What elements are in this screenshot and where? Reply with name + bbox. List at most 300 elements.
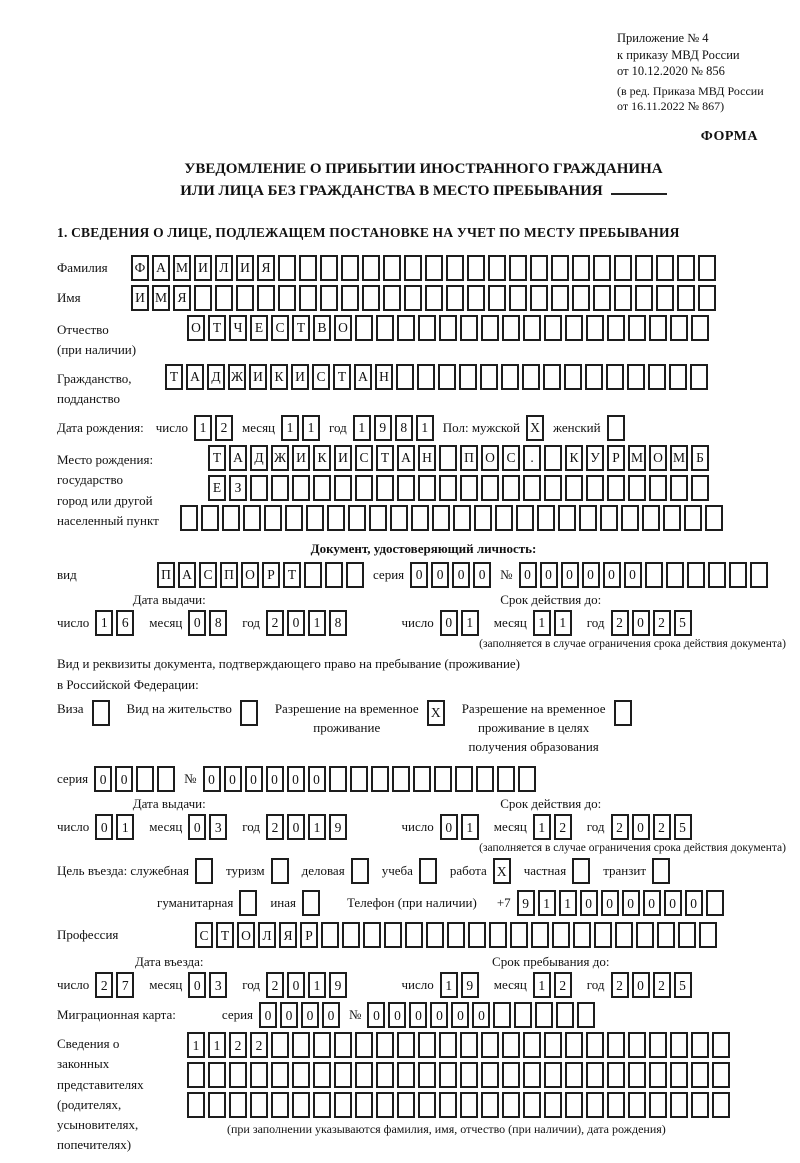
char-cell[interactable] <box>488 285 506 311</box>
char-cell[interactable] <box>439 1032 457 1058</box>
char-cell[interactable] <box>432 505 450 531</box>
char-cell[interactable] <box>271 1092 289 1118</box>
char-cell[interactable] <box>514 1002 532 1028</box>
char-cell[interactable] <box>250 1062 268 1088</box>
char-cell[interactable] <box>346 562 364 588</box>
char-cell[interactable] <box>593 285 611 311</box>
char-cell[interactable] <box>453 505 471 531</box>
char-cell[interactable]: 0 <box>643 890 661 916</box>
char-cell[interactable] <box>670 475 688 501</box>
char-cell[interactable]: Е <box>250 315 268 341</box>
char-cell[interactable] <box>649 475 667 501</box>
char-cell[interactable] <box>355 1092 373 1118</box>
char-cell[interactable] <box>418 315 436 341</box>
char-cell[interactable] <box>565 1062 583 1088</box>
char-cell[interactable] <box>586 1032 604 1058</box>
char-cell[interactable] <box>404 285 422 311</box>
char-cell[interactable] <box>510 922 528 948</box>
char-cell[interactable] <box>636 922 654 948</box>
char-cell[interactable] <box>705 505 723 531</box>
char-cell[interactable]: И <box>292 445 310 471</box>
char-cell[interactable] <box>460 1092 478 1118</box>
char-cell[interactable] <box>362 285 380 311</box>
char-cell[interactable]: 2 <box>611 814 629 840</box>
char-cell[interactable]: 0 <box>245 766 263 792</box>
char-cell[interactable] <box>292 475 310 501</box>
char-cell[interactable] <box>194 285 212 311</box>
char-cell[interactable]: X <box>526 415 544 441</box>
char-cell[interactable]: Ч <box>229 315 247 341</box>
char-cell[interactable]: И <box>131 285 149 311</box>
char-cell[interactable] <box>187 1092 205 1118</box>
char-cell[interactable] <box>615 922 633 948</box>
char-cell[interactable] <box>355 1032 373 1058</box>
char-cell[interactable] <box>320 285 338 311</box>
char-cell[interactable]: 0 <box>452 562 470 588</box>
char-cell[interactable]: 1 <box>440 972 458 998</box>
char-cell[interactable] <box>656 285 674 311</box>
char-cell[interactable] <box>627 364 645 390</box>
char-cell[interactable]: 2 <box>266 814 284 840</box>
char-cell[interactable]: С <box>195 922 213 948</box>
char-cell[interactable]: О <box>481 445 499 471</box>
char-cell[interactable] <box>320 255 338 281</box>
char-cell[interactable]: 7 <box>116 972 134 998</box>
char-cell[interactable] <box>481 475 499 501</box>
char-cell[interactable] <box>635 285 653 311</box>
char-cell[interactable]: Н <box>375 364 393 390</box>
char-cell[interactable] <box>552 922 570 948</box>
char-cell[interactable]: 0 <box>632 814 650 840</box>
char-cell[interactable] <box>243 505 261 531</box>
char-cell[interactable] <box>523 315 541 341</box>
char-cell[interactable] <box>418 1032 436 1058</box>
char-cell[interactable]: П <box>157 562 175 588</box>
char-cell[interactable] <box>376 475 394 501</box>
char-cell[interactable] <box>439 1062 457 1088</box>
char-cell[interactable]: 0 <box>540 562 558 588</box>
char-cell[interactable] <box>565 475 583 501</box>
char-cell[interactable] <box>551 285 569 311</box>
char-cell[interactable] <box>411 505 429 531</box>
char-cell[interactable] <box>565 1092 583 1118</box>
char-cell[interactable]: 0 <box>580 890 598 916</box>
char-cell[interactable]: 8 <box>395 415 413 441</box>
char-cell[interactable] <box>447 922 465 948</box>
char-cell[interactable] <box>460 475 478 501</box>
char-cell[interactable]: Т <box>292 315 310 341</box>
char-cell[interactable] <box>201 505 219 531</box>
char-cell[interactable] <box>371 766 389 792</box>
char-cell[interactable]: И <box>334 445 352 471</box>
char-cell[interactable]: 0 <box>472 1002 490 1028</box>
char-cell[interactable] <box>628 475 646 501</box>
char-cell[interactable] <box>593 255 611 281</box>
char-cell[interactable]: 0 <box>94 766 112 792</box>
char-cell[interactable] <box>329 766 347 792</box>
char-cell[interactable] <box>481 1092 499 1118</box>
char-cell[interactable] <box>712 1092 730 1118</box>
char-cell[interactable]: 0 <box>440 814 458 840</box>
char-cell[interactable] <box>656 255 674 281</box>
char-cell[interactable]: 1 <box>461 610 479 636</box>
char-cell[interactable] <box>460 315 478 341</box>
char-cell[interactable]: 1 <box>533 814 551 840</box>
char-cell[interactable] <box>577 1002 595 1028</box>
char-cell[interactable] <box>460 1062 478 1088</box>
char-cell[interactable]: 2 <box>266 972 284 998</box>
char-cell[interactable]: П <box>220 562 238 588</box>
char-cell[interactable] <box>670 1092 688 1118</box>
char-cell[interactable] <box>417 364 435 390</box>
char-cell[interactable]: 2 <box>95 972 113 998</box>
char-cell[interactable]: 0 <box>431 562 449 588</box>
char-cell[interactable] <box>341 255 359 281</box>
char-cell[interactable] <box>434 766 452 792</box>
char-cell[interactable]: С <box>199 562 217 588</box>
char-cell[interactable] <box>397 1092 415 1118</box>
char-cell[interactable] <box>376 1062 394 1088</box>
char-cell[interactable]: О <box>237 922 255 948</box>
char-cell[interactable]: Т <box>376 445 394 471</box>
char-cell[interactable] <box>698 285 716 311</box>
char-cell[interactable] <box>729 562 747 588</box>
char-cell[interactable]: 2 <box>229 1032 247 1058</box>
char-cell[interactable]: О <box>334 315 352 341</box>
char-cell[interactable] <box>523 1032 541 1058</box>
char-cell[interactable] <box>229 1062 247 1088</box>
char-cell[interactable]: 1 <box>95 610 113 636</box>
char-cell[interactable] <box>691 1062 709 1088</box>
char-cell[interactable]: 8 <box>209 610 227 636</box>
char-cell[interactable] <box>292 1062 310 1088</box>
char-cell[interactable]: 0 <box>367 1002 385 1028</box>
char-cell[interactable] <box>376 1092 394 1118</box>
char-cell[interactable] <box>699 922 717 948</box>
char-cell[interactable] <box>585 364 603 390</box>
char-cell[interactable] <box>523 1062 541 1088</box>
char-cell[interactable] <box>628 1062 646 1088</box>
char-cell[interactable] <box>418 475 436 501</box>
char-cell[interactable] <box>544 1032 562 1058</box>
char-cell[interactable] <box>397 1062 415 1088</box>
char-cell[interactable]: 3 <box>209 814 227 840</box>
char-cell[interactable]: 2 <box>250 1032 268 1058</box>
char-cell[interactable]: О <box>241 562 259 588</box>
char-cell[interactable]: 2 <box>653 972 671 998</box>
char-cell[interactable] <box>439 1092 457 1118</box>
char-cell[interactable] <box>257 285 275 311</box>
char-cell[interactable] <box>523 475 541 501</box>
char-cell[interactable]: 0 <box>519 562 537 588</box>
char-cell[interactable]: 5 <box>674 610 692 636</box>
char-cell[interactable]: З <box>229 475 247 501</box>
char-cell[interactable] <box>614 255 632 281</box>
char-cell[interactable] <box>467 285 485 311</box>
char-cell[interactable] <box>250 475 268 501</box>
char-cell[interactable] <box>663 505 681 531</box>
char-cell[interactable] <box>670 1032 688 1058</box>
char-cell[interactable] <box>92 700 110 726</box>
char-cell[interactable] <box>439 475 457 501</box>
char-cell[interactable]: Д <box>250 445 268 471</box>
char-cell[interactable] <box>579 505 597 531</box>
char-cell[interactable] <box>350 766 368 792</box>
char-cell[interactable] <box>691 315 709 341</box>
char-cell[interactable]: 0 <box>287 814 305 840</box>
char-cell[interactable] <box>649 1092 667 1118</box>
char-cell[interactable]: 0 <box>632 972 650 998</box>
char-cell[interactable] <box>635 255 653 281</box>
char-cell[interactable]: 1 <box>302 415 320 441</box>
char-cell[interactable]: 2 <box>653 610 671 636</box>
char-cell[interactable]: 1 <box>308 610 326 636</box>
char-cell[interactable] <box>271 475 289 501</box>
char-cell[interactable] <box>502 315 520 341</box>
char-cell[interactable]: 0 <box>388 1002 406 1028</box>
char-cell[interactable] <box>229 1092 247 1118</box>
char-cell[interactable] <box>271 858 289 884</box>
char-cell[interactable]: О <box>649 445 667 471</box>
char-cell[interactable]: А <box>397 445 415 471</box>
char-cell[interactable] <box>264 505 282 531</box>
char-cell[interactable] <box>278 285 296 311</box>
char-cell[interactable] <box>614 700 632 726</box>
char-cell[interactable] <box>187 1062 205 1088</box>
char-cell[interactable] <box>497 766 515 792</box>
char-cell[interactable]: 1 <box>116 814 134 840</box>
char-cell[interactable] <box>600 505 618 531</box>
char-cell[interactable]: 1 <box>187 1032 205 1058</box>
char-cell[interactable]: М <box>173 255 191 281</box>
char-cell[interactable]: 0 <box>582 562 600 588</box>
char-cell[interactable] <box>369 505 387 531</box>
char-cell[interactable] <box>678 922 696 948</box>
char-cell[interactable] <box>523 1092 541 1118</box>
char-cell[interactable]: 0 <box>280 1002 298 1028</box>
char-cell[interactable]: 1 <box>533 972 551 998</box>
char-cell[interactable] <box>334 1092 352 1118</box>
char-cell[interactable] <box>556 1002 574 1028</box>
char-cell[interactable] <box>460 1032 478 1058</box>
char-cell[interactable] <box>551 255 569 281</box>
char-cell[interactable] <box>439 445 457 471</box>
char-cell[interactable] <box>455 766 473 792</box>
char-cell[interactable]: 0 <box>430 1002 448 1028</box>
char-cell[interactable]: С <box>271 315 289 341</box>
char-cell[interactable]: Т <box>165 364 183 390</box>
char-cell[interactable] <box>712 1032 730 1058</box>
char-cell[interactable] <box>572 285 590 311</box>
char-cell[interactable] <box>531 922 549 948</box>
char-cell[interactable]: 0 <box>440 610 458 636</box>
char-cell[interactable]: Т <box>208 445 226 471</box>
char-cell[interactable] <box>304 562 322 588</box>
char-cell[interactable]: П <box>460 445 478 471</box>
char-cell[interactable] <box>586 1092 604 1118</box>
char-cell[interactable]: 0 <box>308 766 326 792</box>
char-cell[interactable] <box>325 562 343 588</box>
char-cell[interactable] <box>708 562 726 588</box>
char-cell[interactable] <box>363 922 381 948</box>
char-cell[interactable]: 1 <box>416 415 434 441</box>
char-cell[interactable]: 1 <box>559 890 577 916</box>
char-cell[interactable] <box>413 766 431 792</box>
char-cell[interactable] <box>321 922 339 948</box>
char-cell[interactable] <box>606 364 624 390</box>
char-cell[interactable] <box>222 505 240 531</box>
char-cell[interactable] <box>355 475 373 501</box>
char-cell[interactable] <box>418 1092 436 1118</box>
char-cell[interactable] <box>621 505 639 531</box>
char-cell[interactable]: Б <box>691 445 709 471</box>
char-cell[interactable] <box>698 255 716 281</box>
char-cell[interactable] <box>404 255 422 281</box>
char-cell[interactable] <box>649 1032 667 1058</box>
char-cell[interactable]: Т <box>208 315 226 341</box>
char-cell[interactable] <box>669 364 687 390</box>
char-cell[interactable] <box>648 364 666 390</box>
char-cell[interactable] <box>208 1062 226 1088</box>
char-cell[interactable] <box>607 315 625 341</box>
char-cell[interactable] <box>649 315 667 341</box>
char-cell[interactable] <box>459 364 477 390</box>
char-cell[interactable]: 0 <box>287 972 305 998</box>
char-cell[interactable] <box>750 562 768 588</box>
char-cell[interactable] <box>392 766 410 792</box>
char-cell[interactable] <box>397 1032 415 1058</box>
char-cell[interactable] <box>495 505 513 531</box>
char-cell[interactable] <box>419 858 437 884</box>
char-cell[interactable]: 0 <box>624 562 642 588</box>
char-cell[interactable]: М <box>670 445 688 471</box>
char-cell[interactable] <box>481 315 499 341</box>
char-cell[interactable] <box>397 315 415 341</box>
char-cell[interactable]: 9 <box>461 972 479 998</box>
char-cell[interactable] <box>565 1032 583 1058</box>
char-cell[interactable] <box>383 255 401 281</box>
char-cell[interactable] <box>351 858 369 884</box>
char-cell[interactable] <box>684 505 702 531</box>
char-cell[interactable] <box>509 285 527 311</box>
char-cell[interactable]: Р <box>607 445 625 471</box>
char-cell[interactable]: 3 <box>209 972 227 998</box>
char-cell[interactable] <box>607 415 625 441</box>
char-cell[interactable] <box>642 505 660 531</box>
char-cell[interactable] <box>285 505 303 531</box>
char-cell[interactable] <box>481 1032 499 1058</box>
char-cell[interactable] <box>670 1062 688 1088</box>
char-cell[interactable] <box>586 1062 604 1088</box>
char-cell[interactable]: X <box>427 700 445 726</box>
char-cell[interactable]: 8 <box>329 610 347 636</box>
char-cell[interactable]: 1 <box>554 610 572 636</box>
char-cell[interactable] <box>488 255 506 281</box>
char-cell[interactable] <box>376 1032 394 1058</box>
char-cell[interactable] <box>446 255 464 281</box>
char-cell[interactable] <box>299 255 317 281</box>
char-cell[interactable] <box>509 255 527 281</box>
char-cell[interactable] <box>614 285 632 311</box>
char-cell[interactable] <box>706 890 724 916</box>
char-cell[interactable] <box>467 255 485 281</box>
char-cell[interactable] <box>390 505 408 531</box>
char-cell[interactable] <box>313 1092 331 1118</box>
char-cell[interactable] <box>474 505 492 531</box>
char-cell[interactable] <box>215 285 233 311</box>
char-cell[interactable] <box>516 505 534 531</box>
char-cell[interactable]: 0 <box>115 766 133 792</box>
char-cell[interactable] <box>468 922 486 948</box>
char-cell[interactable] <box>573 922 591 948</box>
char-cell[interactable] <box>418 1062 436 1088</box>
char-cell[interactable] <box>157 766 175 792</box>
char-cell[interactable]: 0 <box>287 766 305 792</box>
char-cell[interactable] <box>384 922 402 948</box>
char-cell[interactable] <box>426 922 444 948</box>
char-cell[interactable]: 2 <box>653 814 671 840</box>
char-cell[interactable]: 1 <box>308 972 326 998</box>
char-cell[interactable] <box>645 562 663 588</box>
char-cell[interactable]: У <box>586 445 604 471</box>
char-cell[interactable]: 0 <box>203 766 221 792</box>
char-cell[interactable]: 1 <box>461 814 479 840</box>
char-cell[interactable]: М <box>628 445 646 471</box>
char-cell[interactable] <box>649 1062 667 1088</box>
char-cell[interactable]: 9 <box>374 415 392 441</box>
char-cell[interactable] <box>446 285 464 311</box>
char-cell[interactable]: 0 <box>259 1002 277 1028</box>
char-cell[interactable]: 2 <box>611 972 629 998</box>
char-cell[interactable] <box>530 255 548 281</box>
char-cell[interactable] <box>586 315 604 341</box>
char-cell[interactable]: Т <box>333 364 351 390</box>
char-cell[interactable] <box>355 1062 373 1088</box>
char-cell[interactable] <box>341 285 359 311</box>
char-cell[interactable] <box>594 922 612 948</box>
char-cell[interactable] <box>535 1002 553 1028</box>
char-cell[interactable] <box>271 1032 289 1058</box>
char-cell[interactable]: С <box>355 445 373 471</box>
char-cell[interactable]: Я <box>257 255 275 281</box>
char-cell[interactable]: 6 <box>116 610 134 636</box>
char-cell[interactable] <box>501 364 519 390</box>
char-cell[interactable]: 0 <box>632 610 650 636</box>
char-cell[interactable]: 2 <box>554 972 572 998</box>
char-cell[interactable] <box>712 1062 730 1088</box>
char-cell[interactable]: . <box>523 445 541 471</box>
char-cell[interactable] <box>302 890 320 916</box>
char-cell[interactable] <box>691 1032 709 1058</box>
char-cell[interactable] <box>502 475 520 501</box>
char-cell[interactable] <box>334 1032 352 1058</box>
char-cell[interactable]: 0 <box>95 814 113 840</box>
char-cell[interactable] <box>195 858 213 884</box>
char-cell[interactable] <box>493 1002 511 1028</box>
char-cell[interactable]: А <box>178 562 196 588</box>
char-cell[interactable]: 1 <box>538 890 556 916</box>
char-cell[interactable] <box>342 922 360 948</box>
char-cell[interactable]: А <box>186 364 204 390</box>
char-cell[interactable] <box>537 505 555 531</box>
char-cell[interactable]: Н <box>418 445 436 471</box>
char-cell[interactable]: В <box>313 315 331 341</box>
char-cell[interactable]: 0 <box>224 766 242 792</box>
char-cell[interactable] <box>657 922 675 948</box>
char-cell[interactable] <box>355 315 373 341</box>
char-cell[interactable] <box>425 285 443 311</box>
char-cell[interactable]: 0 <box>601 890 619 916</box>
